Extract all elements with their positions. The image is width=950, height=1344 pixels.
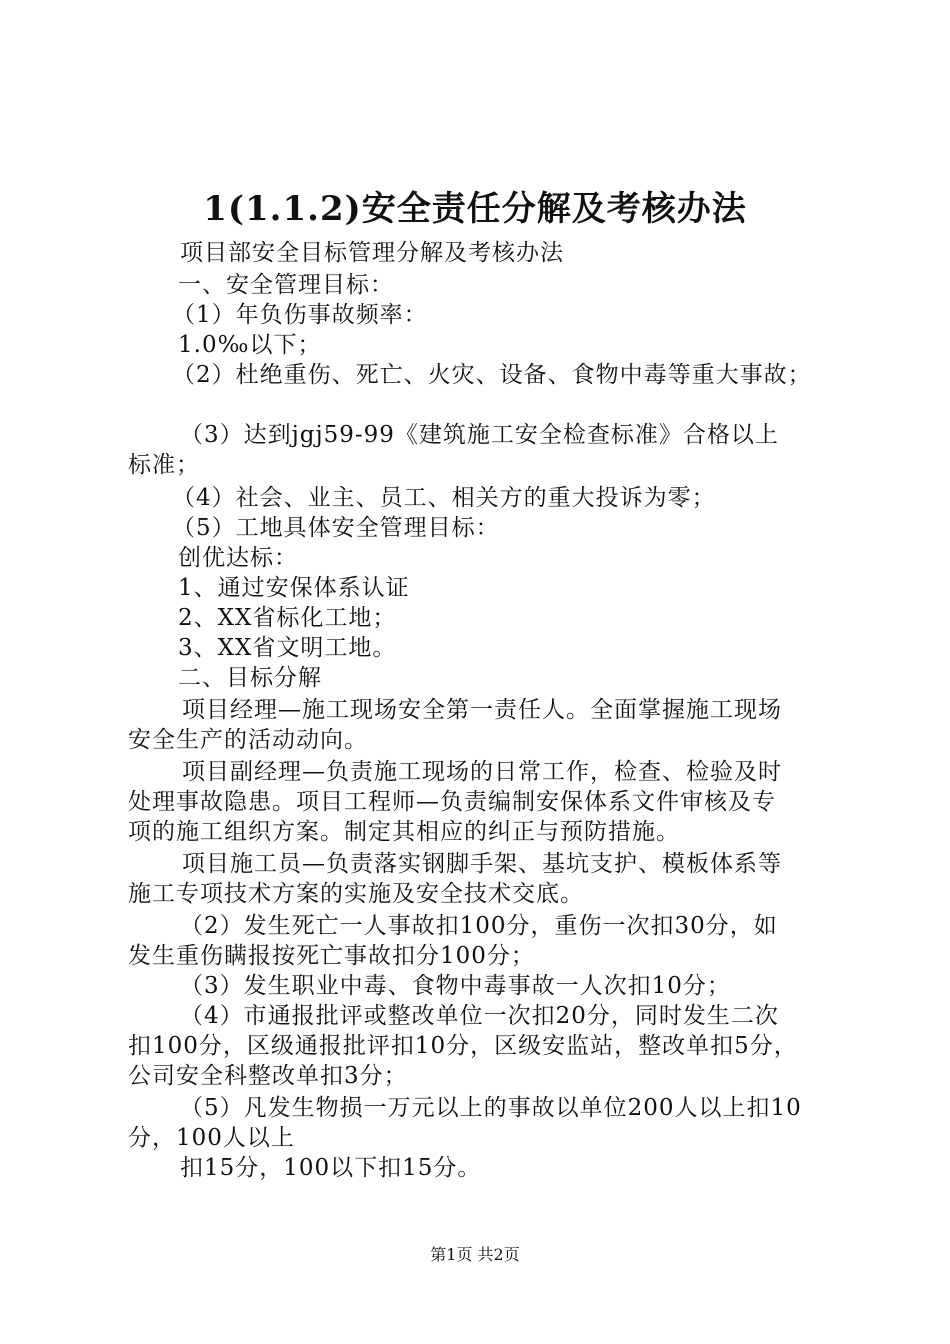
text-line: 扣15分，100以下扣15分。 — [180, 1155, 482, 1181]
text-line: 项目经理—施工现场安全第一责任人。全面掌握施工现场 — [182, 697, 782, 723]
text-line: （5）凡发生物损一万元以上的事故以单位200人以上扣10 — [180, 1095, 802, 1121]
text-line: 分，100人以上 — [128, 1125, 295, 1151]
text-line: 2、XX省标化工地； — [178, 605, 397, 631]
text-line: （1）年负伤事故频率： — [172, 302, 428, 328]
text-line: 项目副经理—负责施工现场的日常工作，检查、检验及时 — [182, 759, 782, 785]
text-line: 1、通过安保体系认证 — [178, 575, 410, 601]
text-line: 项目施工员—负责落实钢脚手架、基坑支护、模板体系等 — [182, 851, 782, 877]
text-line: （2）杜绝重伤、死亡、火灾、设备、食物中毒等重大事故； — [172, 362, 812, 388]
text-line: 1.0‰以下； — [178, 332, 322, 358]
text-line: （2）发生死亡一人事故扣100分，重伤一次扣30分，如 — [180, 913, 778, 939]
text-line: （4）市通报批评或整改单位一次扣20分，同时发生二次 — [180, 1003, 779, 1029]
text-line: 一、安全管理目标： — [178, 272, 394, 298]
text-line: 发生重伤瞒报按死亡事故扣分100分； — [128, 943, 535, 969]
document-title: 1(1.1.2)安全责任分解及考核办法 — [203, 189, 747, 229]
text-line: （3）发生职业中毒、食物中毒事故一人次扣10分； — [180, 973, 731, 999]
text-line: 安全生产的活动动向。 — [128, 727, 368, 753]
text-line: （3）达到jgj59-99《建筑施工安全检查标准》合格以上 — [180, 422, 779, 448]
text-line: 处理事故隐患。项目工程师—负责编制安保体系文件审核及专 — [128, 789, 776, 815]
text-line: 扣100分，区级通报批评扣10分，区级安监站，整改单扣5分， — [128, 1033, 798, 1059]
text-line: 项目部安全目标管理分解及考核办法 — [180, 240, 564, 266]
text-line: 创优达标： — [178, 545, 298, 571]
page-footer: 第1页 共2页 — [430, 1245, 520, 1264]
text-line: （5）工地具体安全管理目标： — [172, 515, 500, 541]
text-line: 标准； — [128, 452, 200, 478]
text-line: （4）社会、业主、员工、相关方的重大投诉为零； — [172, 485, 716, 511]
text-line: 项的施工组织方案。制定其相应的纠正与预防措施。 — [128, 819, 680, 845]
text-line: 3、XX省文明工地。 — [178, 635, 397, 661]
text-line: 公司安全科整改单扣3分； — [128, 1063, 408, 1089]
text-line: 施工专项技术方案的实施及安全技术交底。 — [128, 881, 584, 907]
text-line: 二、目标分解 — [178, 665, 322, 691]
